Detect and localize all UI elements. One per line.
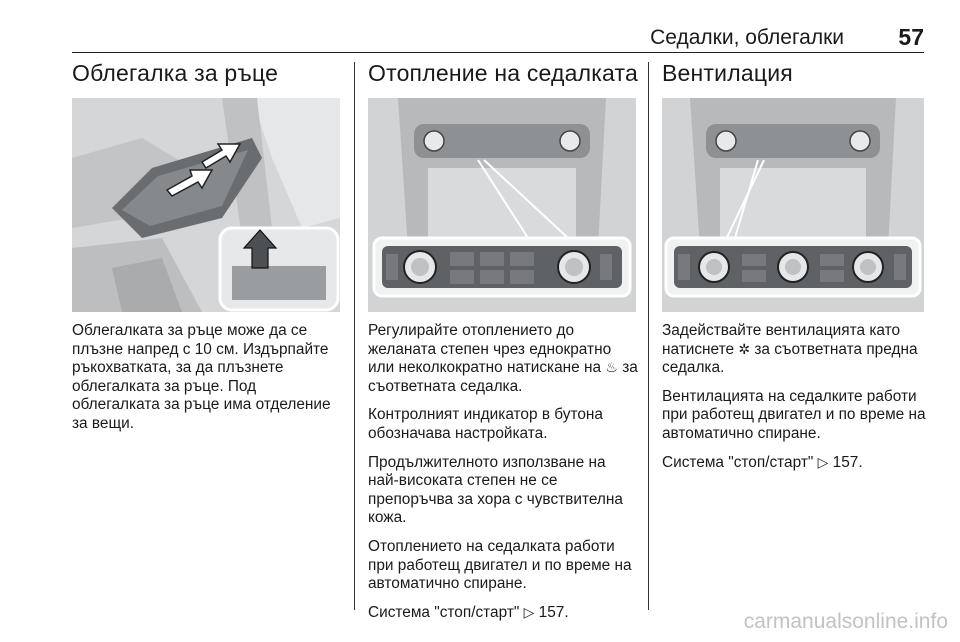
heading-seat-heating: Отопление на седалката [368, 60, 638, 86]
column-divider-1 [354, 62, 355, 610]
ventilation-paragraph-3: Система "стоп/старт" ▷ 157. [662, 453, 863, 471]
ventilation-text [662, 322, 934, 482]
seat-heating-paragraph-3: Продължителното използване на най-високата степен не се препоръчва за хора с чувствителна кожа. [368, 453, 623, 527]
seat-heating-paragraph-1: Регулирайте отоплението до желаната степен чрез еднократно или неколкократно натискане на ♨ за съответната седалка. [368, 322, 638, 395]
armrest-text [72, 322, 344, 444]
armrest-illustration [72, 98, 340, 312]
ventilation-paragraph-2: Вентилацията на седалките работи при работещ двигател и по време на автоматично спиране. [662, 387, 926, 442]
seat-heating-paragraph-2: Контролният индикатор в бутона обозначава настройката. [368, 406, 603, 442]
seat-heating-text [368, 322, 640, 632]
section-title: Седалки, облегалки [650, 26, 844, 49]
column-seat-heating [368, 60, 638, 621]
page-number: 57 [898, 24, 924, 50]
armrest-paragraph: Облегалката за ръце може да се плъзне напред с 10 см. Издърпайте ръкохватката, за да плъзнете облегалката за ръце. Под облегалката за ръце има отделение за вещи. [72, 322, 331, 432]
column-armrest [72, 60, 342, 432]
page-reference-icon: ▷ [817, 454, 829, 471]
seat-heating-paragraph-5: Система "стоп/старт" ▷ 157. [368, 603, 569, 621]
seat-heating-icon: ♨ [605, 360, 618, 377]
column-divider-2 [648, 62, 649, 610]
ventilation-illustration [662, 98, 924, 312]
heading-ventilation: Вентилация [662, 60, 793, 86]
column-ventilation [662, 60, 932, 471]
seat-ventilation-icon: ✲ [738, 341, 751, 358]
seat-heating-paragraph-4: Отоплението на седалката работи при работещ двигател и по време на автоматично спиране. [368, 537, 632, 593]
heading-armrest: Облегалка за ръце [72, 60, 279, 86]
page-header [72, 22, 924, 53]
seat-heating-illustration [368, 98, 636, 312]
ventilation-paragraph-1: Задействайте вентилацията като натиснете ✲ за съответната предна седалка. [662, 322, 918, 377]
page-reference-icon: ▷ [523, 604, 535, 621]
watermark: carmanualsonline.info [743, 610, 948, 633]
